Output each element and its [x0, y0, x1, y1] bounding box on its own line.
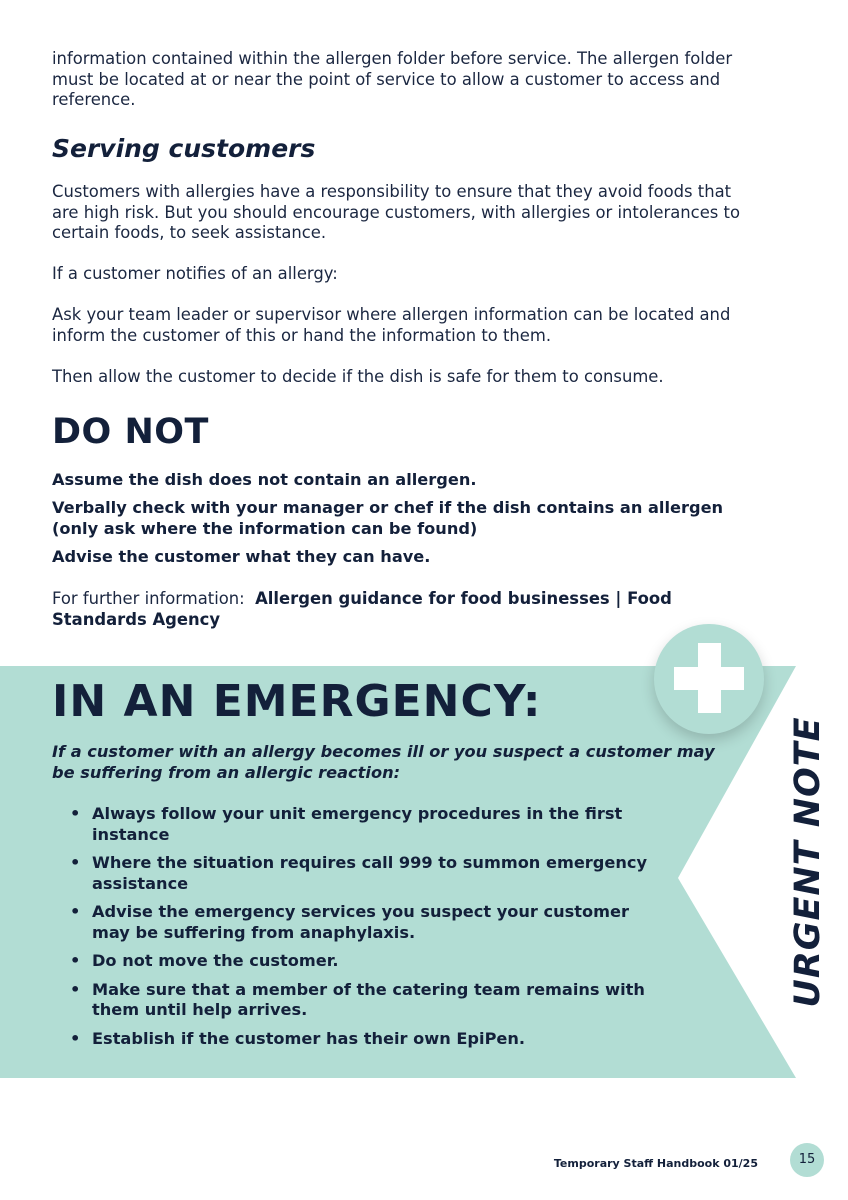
- intro-paragraph: information contained within the allergen folder before service. The allergen folder must be located at or near the point of service to allow a customer to access and reference.: [52, 49, 733, 109]
- urgent-note-label: URGENT NOTE: [788, 716, 828, 1008]
- medical-cross-icon: [654, 624, 764, 734]
- further-info-prefix: For further information:: [52, 589, 245, 608]
- list-item: • Always follow your unit emergency procedures in the first instance: [70, 804, 623, 844]
- serving-paragraph-3: Ask your team leader or supervisor where allergen information can be located and inform the customer of this or hand the information to them.: [52, 305, 731, 345]
- serving-paragraph-2: If a customer notifies of an allergy:: [52, 264, 338, 283]
- emergency-bullet-list: [70, 804, 670, 1057]
- list-item: • Where the situation requires call 999 to summon emergency assistance: [70, 853, 648, 893]
- do-not-item: Verbally check with your manager or chef if the dish contains an allergen (only ask where the information can be found): [52, 498, 724, 538]
- do-not-item: Assume the dish does not contain an allergen.: [52, 470, 477, 489]
- serving-heading: Serving customers: [52, 134, 316, 163]
- list-item: • Do not move the customer.: [70, 951, 339, 970]
- do-not-item: Advise the customer what they can have.: [52, 547, 431, 566]
- fsa-guidance-link[interactable]: Allergen guidance for food businesses | Food Standards Agency: [52, 589, 672, 629]
- list-item: • Establish if the customer has their own EpiPen.: [70, 1028, 526, 1048]
- do-not-heading: DO NOT: [52, 412, 209, 452]
- serving-paragraph-1: Customers with allergies have a responsibility to ensure that they avoid foods that are high risk. But you should encourage customers, with allergies or intolerances to certain foods, to seek assistance.: [52, 182, 740, 242]
- further-info: [52, 589, 772, 630]
- footer-title: Temporary Staff Handbook 01/25: [553, 1157, 758, 1170]
- emergency-subtitle: If a customer with an allergy becomes ill or you suspect a customer may be suffering from an allergic reaction:: [52, 742, 715, 782]
- emergency-title: IN AN EMERGENCY:: [52, 676, 542, 727]
- page-number: 15: [790, 1143, 824, 1177]
- list-item: • Make sure that a member of the catering team remains with them until help arrives.: [70, 979, 645, 1019]
- serving-paragraph-4: Then allow the customer to decide if the dish is safe for them to consume.: [52, 367, 664, 386]
- list-item: • Advise the emergency services you suspect your customer may be suffering from anaphylaxis.: [70, 902, 629, 942]
